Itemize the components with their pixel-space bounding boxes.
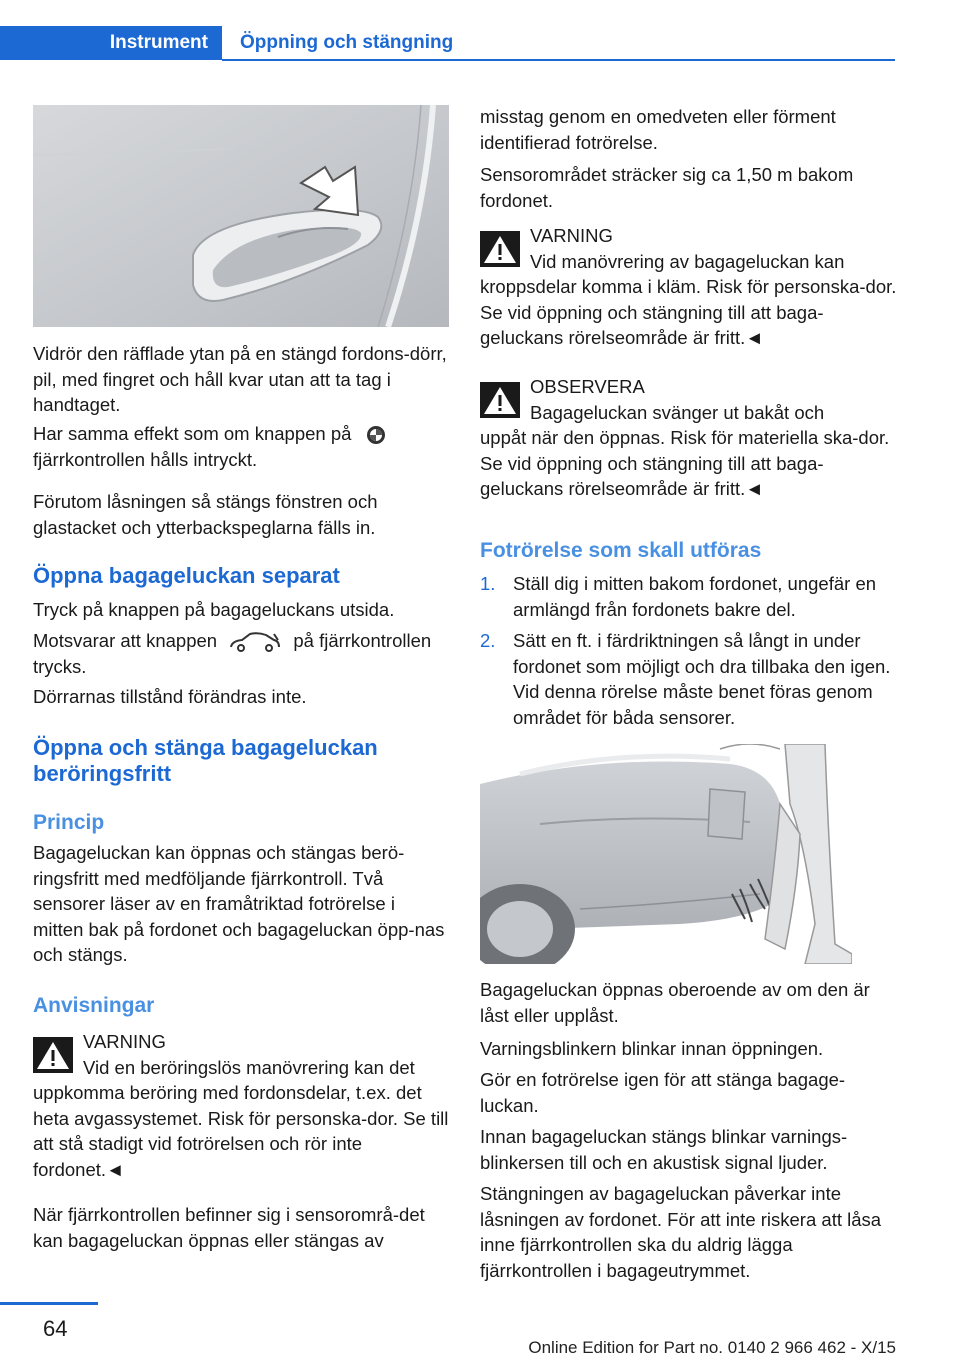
heading-foot-movement: Fotrörelse som skall utföras (480, 539, 762, 562)
warning-body: kroppsdelar komma i kläm. Risk för personska-dor. Se vid öppning och stängning till att baga-geluckans rörelseområde är fritt.◄ (480, 276, 897, 348)
doors-text (33, 684, 449, 710)
locking-warning-text (480, 1181, 898, 1283)
warning-box-1 (33, 1029, 449, 1182)
warning-first-line: Vid en beröringslös manövrering kan det (83, 1056, 415, 1078)
open-locked-text (480, 977, 898, 1028)
step-item (480, 628, 898, 730)
paragraph-part: Motsvarar att knappen (33, 630, 218, 651)
heading-instructions: Anvisningar (33, 994, 155, 1017)
paragraph: Dörrarnas tillstånd förändras inte. (33, 686, 307, 707)
heading-principle: Princip (33, 811, 105, 834)
warning-title: OBSERVERA (530, 376, 645, 397)
paragraph: Sensorområdet sträcker sig ca 1,50 m bakom fordonet. (480, 164, 854, 211)
warning-body: uppåt när den öppnas. Risk för materiella ska-dor. Se vid öppning och stängning till att baga-geluckans rörelseområde är fritt.◄ (480, 427, 890, 499)
warning-body: uppkomma beröring med fordonsdelar, t.ex. det heta avgassystemet. Risk för personska-dor. Se till att stå stadigt vid fotrörelsen och rör inte fordonet.◄ (33, 1082, 449, 1180)
paragraph: Bagageluckan kan öppnas och stängas berö-ringsfritt med medföljande fjärrkontroll. Två sensorer läser av en framåtriktad fotrörelse i mitten bak på fordonet och bagageluckan öpp-nas och stängs. (33, 842, 445, 965)
page-header (0, 26, 895, 62)
paragraph: misstag genom en omedveten eller förment identifierad fotrörelse. (480, 106, 836, 153)
step-item (480, 571, 898, 622)
warning-title: VARNING (83, 1031, 166, 1052)
heading-touchless-1: Öppna och stänga bagageluckan (33, 735, 378, 760)
chapter-tab: Öppning och stängning (240, 32, 454, 53)
step-text: Ställ dig i mitten bakom fordonet, ungefär en armlängd från fordonets bakre del. (513, 573, 877, 620)
header-rule (222, 59, 895, 61)
paragraph: Tryck på knappen på bagageluckans utsida. (33, 599, 395, 620)
step-number: 1. (480, 573, 496, 594)
bmw-logo-icon (363, 424, 389, 446)
car-trunk-icon (228, 631, 282, 653)
signal-text (480, 1124, 898, 1175)
separate-text (33, 597, 449, 623)
heading-open-separately: Öppna bagageluckan separat (33, 563, 340, 588)
warning-box-2 (480, 223, 898, 351)
step-text: Sätt en ft. i färdriktningen så långt in under fordonet som möjligt och dra tillbaka den igen. Vid denna rörelse måste benet föras genom området för båda sensorer. (513, 630, 891, 728)
paragraph: Varningsblinkern blinkar innan öppningen. (480, 1038, 824, 1059)
paragraph: Gör en fotrörelse igen för att stänga bagage-luckan. (480, 1069, 846, 1116)
paragraph (33, 628, 449, 679)
mistake-text (480, 104, 898, 155)
page-number: 64 (43, 1316, 68, 1341)
warning-triangle-icon (33, 1037, 73, 1073)
intro-text (33, 341, 449, 418)
heading-touchless-2: beröringsfritt (33, 761, 172, 786)
footer-rule (0, 1302, 98, 1305)
paragraph-part: Har samma effekt som om knappen på (33, 423, 352, 444)
door-handle-illustration (33, 105, 449, 327)
paragraph: Innan bagageluckan stängs blinkar varnings-blinkersen till och en akustisk signal ljuder. (480, 1126, 848, 1173)
warning-first-line: Bagageluckan svänger ut bakåt och (530, 401, 825, 423)
principle-text (33, 840, 449, 968)
paragraph: När fjärrkontrollen befinner sig i sensorområ-det kan bagageluckan öppnas eller stängas av (33, 1204, 425, 1251)
paragraph: Vidrör den räfflade ytan på en stängd fordons-dörr, pil, med fingret och håll kvar utan att ta tag i handtaget. (33, 343, 447, 415)
step-number: 2. (480, 630, 496, 651)
edition-text: Online Edition for Part no. 0140 2 966 462 - X/15 (528, 1338, 896, 1357)
close-again-text (480, 1067, 898, 1118)
warning-first-line: Vid manövrering av bagageluckan kan (530, 250, 845, 272)
locking-text (33, 489, 449, 540)
trunk-button-text (33, 628, 449, 679)
caution-box (480, 374, 898, 502)
paragraph: Bagageluckan öppnas oberoende av om den är låst eller upplåst. (480, 979, 870, 1026)
hazard-text (480, 1036, 898, 1062)
paragraph-part: på fjärrkontrollen trycks. (33, 630, 432, 677)
paragraph: Stängningen av bagageluckan påverkar inte låsningen av fordonet. För att inte riskera att låsa inne fjärrkontrollen ska du aldrig lägga fjärrkontrollen i bagageutrymmet. (480, 1183, 882, 1281)
sensor-area-text (33, 1202, 449, 1253)
range-text (480, 162, 898, 213)
warning-triangle-icon (480, 231, 520, 267)
car-rear-foot-illustration (480, 744, 852, 964)
warning-triangle-icon (480, 382, 520, 418)
paragraph-part: fjärrkontrollen hålls intryckt. (33, 448, 258, 470)
remote-effect-text (33, 421, 449, 472)
section-tab: Instrument (0, 26, 222, 60)
paragraph: Förutom låsningen så stängs fönstren och glastacket och ytterbackspeglarna fälls in. (33, 491, 378, 538)
paragraph (33, 421, 449, 472)
warning-title: VARNING (530, 225, 613, 246)
